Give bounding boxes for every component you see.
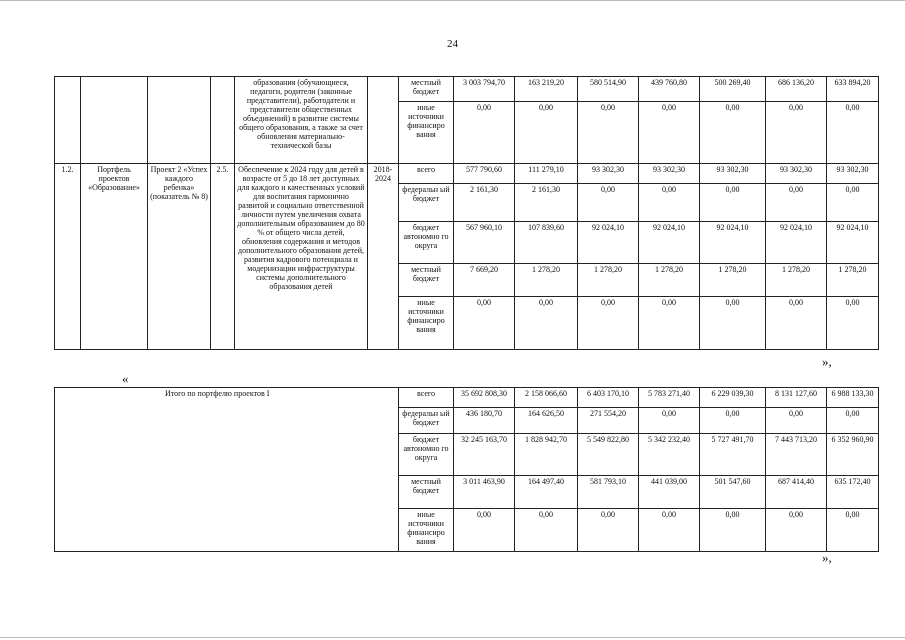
open-quote: « bbox=[122, 371, 129, 386]
project-table bbox=[54, 76, 879, 350]
table-row: бюджет автономно го округа 32 245 163,70 1 828 942,70 5 549 822,80 5 342 232,40 5 727 491,70 7 443 713,20 6 352 960,90 bbox=[55, 434, 879, 476]
source-cell: местный бюджет bbox=[399, 476, 454, 509]
source-cell: иные источники финансиро вания bbox=[399, 509, 454, 552]
page-number: 24 bbox=[447, 38, 458, 50]
table-row: иные источники финансиро вания 0,00 0,00 0,00 0,00 0,00 0,00 0,00 bbox=[55, 102, 879, 164]
row-number: 1.2. bbox=[55, 164, 81, 350]
continued-description: образования (обучающиеся, педагоги, родители (законные представители), работодатели и представители общественных объединений) в развитие системы общего образования, а также за счет обновления материально-технической базы bbox=[235, 77, 368, 164]
table-row: 1.2. Портфель проектов «Образование» Проект 2 «Успех каждого ребенка» (показатель № 8) 2.5. Обеспечение к 2024 году для детей в возрасте от 5 до 18 лет доступных для каждого и качественных условий для воспитания гармонично развитой и социально ответственной личности путем увеличения охвата дополнительным образованием до 80 % от общего числа детей, обновления содержания и методов дополнительного образования детей, развития кадрового потенциала и модернизации инфраструктуры системы дополнительного образования детей 2018-2024 всего 577 790,60 111 279,10 93 302,30 93 302,30 93 302,30 93 302,30 93 302,30 bbox=[55, 164, 879, 184]
total-label: Итого по портфелю проектов I bbox=[55, 388, 399, 552]
table-row: образования (обучающиеся, педагоги, родители (законные представители), работодатели и представители общественных объединений) в развитие системы общего образования, а также за счет обновления материально-технической базы местный бюджет 3 003 794,70 163 219,20 580 514,90 439 760,80 500 269,40 686 136,20 633 894,20 bbox=[55, 77, 879, 102]
total-table bbox=[54, 387, 879, 552]
source-cell: бюджет автономно го округа bbox=[399, 434, 454, 476]
table-row: бюджет автономно го округа 567 960,10 107 839,60 92 024,10 92 024,10 92 024,10 92 024,10 92 024,10 bbox=[55, 222, 879, 264]
source-cell: федеральн ый бюджет bbox=[399, 184, 454, 222]
table-row: Итого по портфелю проектов I всего 35 692 808,30 2 158 066,60 6 403 170,10 5 783 271,40 6 229 039,30 8 131 127,60 6 988 133,30 bbox=[55, 388, 879, 408]
source-cell: всего bbox=[399, 164, 454, 184]
portfolio-cell: Портфель проектов «Образование» bbox=[81, 164, 148, 350]
project-cell: Проект 2 «Успех каждого ребенка» (показатель № 8) bbox=[148, 164, 211, 350]
source-cell: иные источники финансиро вания bbox=[399, 102, 454, 164]
period-cell: 2018-2024 bbox=[368, 164, 399, 350]
source-cell: местный бюджет bbox=[399, 264, 454, 297]
table-row: местный бюджет 3 011 463,90 164 497,40 581 793,10 441 039,00 501 547,60 687 414,40 635 172,40 bbox=[55, 476, 879, 509]
table-row: иные источники финансиро вания 0,00 0,00 0,00 0,00 0,00 0,00 0,00 bbox=[55, 509, 879, 552]
source-cell: бюджет автономно го округа bbox=[399, 222, 454, 264]
table-row: местный бюджет 7 669,20 1 278,20 1 278,20 1 278,20 1 278,20 1 278,20 1 278,20 bbox=[55, 264, 879, 297]
source-cell: местный бюджет bbox=[399, 77, 454, 102]
bottom-edge bbox=[0, 637, 905, 638]
source-cell: иные источники финансиро вания bbox=[399, 297, 454, 350]
top-edge bbox=[0, 0, 905, 1]
close-quote-1: », bbox=[822, 354, 832, 369]
table-row: федеральн ый бюджет 436 180,70 164 626,50 271 554,20 0,00 0,00 0,00 0,00 bbox=[55, 408, 879, 434]
source-cell: всего bbox=[399, 388, 454, 408]
close-quote-2: », bbox=[822, 550, 832, 565]
table-row: иные источники финансиро вания 0,00 0,00 0,00 0,00 0,00 0,00 0,00 bbox=[55, 297, 879, 350]
table-row: федеральн ый бюджет 2 161,30 2 161,30 0,00 0,00 0,00 0,00 0,00 bbox=[55, 184, 879, 222]
description-cell: Обеспечение к 2024 году для детей в возрасте от 5 до 18 лет доступных для каждого и качественных условий для воспитания гармонично развитой и социально ответственной личности путем увеличения охвата дополнительным образованием до 80 % от общего числа детей, обновления содержания и методов дополнительного образования детей, развития кадрового потенциала и модернизации инфраструктуры системы дополнительного образования детей bbox=[235, 164, 368, 350]
source-cell: федеральн ый бюджет bbox=[399, 408, 454, 434]
item-number: 2.5. bbox=[211, 164, 235, 350]
